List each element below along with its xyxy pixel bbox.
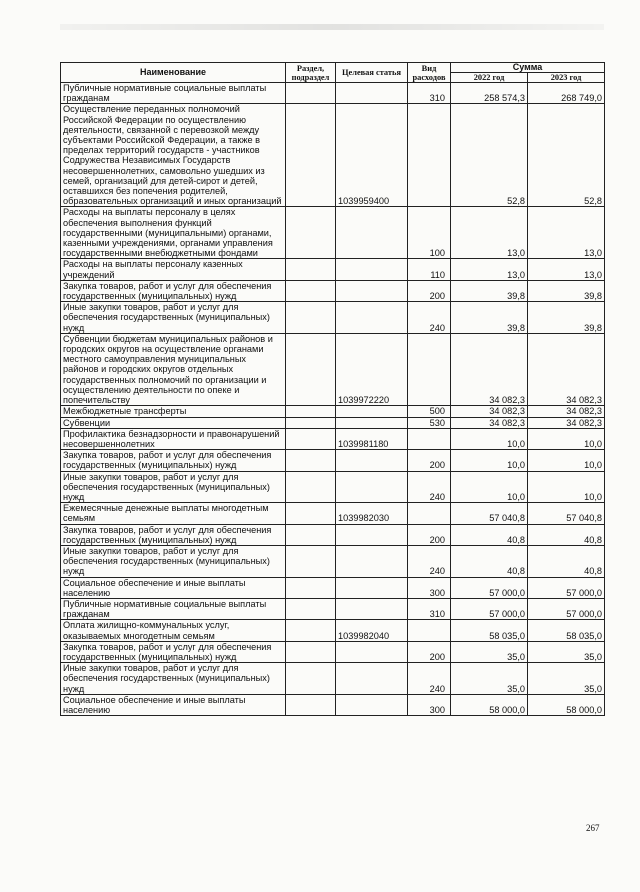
- table-row: [61, 641, 605, 662]
- row-section-cell: [286, 471, 336, 503]
- row-sum-2023-cell: 35,0: [528, 641, 605, 662]
- table-row: [61, 302, 605, 334]
- row-sum-2022-cell: 57 040,8: [451, 503, 528, 524]
- row-sum-2023-cell: 35,0: [528, 663, 605, 695]
- row-section-cell: [286, 428, 336, 449]
- row-sum-2022-cell: 35,0: [451, 641, 528, 662]
- row-vid-cell: [408, 104, 451, 207]
- row-sum-2023-cell: 34 082,3: [528, 417, 605, 428]
- row-name-cell: Иные закупки товаров, работ и услуг для обеспечения государственных (муниципальных) нужд: [61, 302, 286, 334]
- row-target-cell: 1039981180: [336, 428, 408, 449]
- row-target-cell: 1039959400: [336, 104, 408, 207]
- row-target-cell: [336, 207, 408, 259]
- row-target-cell: [336, 545, 408, 577]
- row-section-cell: [286, 694, 336, 715]
- row-sum-2023-cell: 57 040,8: [528, 503, 605, 524]
- column-header-section: Раздел, подраздел: [286, 63, 336, 83]
- row-sum-2023-cell: 13,0: [528, 259, 605, 280]
- table-row: [61, 104, 605, 207]
- column-header-vid: Вид расходов: [408, 63, 451, 83]
- table-row: [61, 450, 605, 471]
- row-name-cell: Оплата жилищно-коммунальных услуг, оказываемых многодетным семьям: [61, 620, 286, 641]
- table-row: [61, 83, 605, 104]
- row-target-cell: [336, 259, 408, 280]
- row-vid-cell: 240: [408, 302, 451, 334]
- row-section-cell: [286, 641, 336, 662]
- row-target-cell: 1039982030: [336, 503, 408, 524]
- row-section-cell: [286, 207, 336, 259]
- row-sum-2022-cell: 39,8: [451, 280, 528, 301]
- row-name-cell: Расходы на выплаты персоналу казенных учреждений: [61, 259, 286, 280]
- row-vid-cell: [408, 333, 451, 405]
- row-sum-2022-cell: 40,8: [451, 524, 528, 545]
- row-section-cell: [286, 577, 336, 598]
- row-sum-2022-cell: 57 000,0: [451, 577, 528, 598]
- row-target-cell: [336, 302, 408, 334]
- row-target-cell: [336, 663, 408, 695]
- row-name-cell: Закупка товаров, работ и услуг для обеспечения государственных (муниципальных) нужд: [61, 641, 286, 662]
- row-section-cell: [286, 83, 336, 104]
- row-vid-cell: 240: [408, 471, 451, 503]
- row-name-cell: Социальное обеспечение и иные выплаты населению: [61, 577, 286, 598]
- table-row: [61, 471, 605, 503]
- row-target-cell: [336, 450, 408, 471]
- table-row: [61, 406, 605, 417]
- row-target-cell: [336, 524, 408, 545]
- row-name-cell: Межбюджетные трансферты: [61, 406, 286, 417]
- table-row: [61, 545, 605, 577]
- row-section-cell: [286, 545, 336, 577]
- row-name-cell: Осуществление переданных полномочий Российской Федерации по осуществлению деятельности, связанной с перевозкой между субъектами Российской Федерации, а также в пределах территорий государств - участников Содружества Независимых Государств несовершеннолетних, самовольно ушедших из семей, организаций для детей-сирот и детей, оставшихся без попечения родителей, образовательных организаций и иных организаций: [61, 104, 286, 207]
- row-target-cell: [336, 577, 408, 598]
- row-section-cell: [286, 620, 336, 641]
- row-target-cell: [336, 598, 408, 619]
- row-section-cell: [286, 663, 336, 695]
- row-sum-2022-cell: 40,8: [451, 545, 528, 577]
- row-section-cell: [286, 280, 336, 301]
- row-section-cell: [286, 259, 336, 280]
- column-header-name: Наименование: [61, 63, 286, 83]
- row-sum-2023-cell: 40,8: [528, 545, 605, 577]
- row-sum-2023-cell: 58 035,0: [528, 620, 605, 641]
- row-name-cell: Иные закупки товаров, работ и услуг для обеспечения государственных (муниципальных) нужд: [61, 663, 286, 695]
- row-sum-2023-cell: 57 000,0: [528, 577, 605, 598]
- table-row: [61, 620, 605, 641]
- scan-artifact: [60, 24, 604, 30]
- row-section-cell: [286, 406, 336, 417]
- table-row: [61, 333, 605, 405]
- table-row: [61, 259, 605, 280]
- row-name-cell: Закупка товаров, работ и услуг для обеспечения государственных (муниципальных) нужд: [61, 450, 286, 471]
- row-sum-2022-cell: 58 000,0: [451, 694, 528, 715]
- row-name-cell: Социальное обеспечение и иные выплаты населению: [61, 694, 286, 715]
- column-header-year-2023: 2023 год: [528, 73, 605, 83]
- row-sum-2023-cell: 13,0: [528, 207, 605, 259]
- row-target-cell: [336, 406, 408, 417]
- page-number: 267: [586, 823, 600, 833]
- row-vid-cell: 530: [408, 417, 451, 428]
- row-target-cell: [336, 694, 408, 715]
- row-name-cell: Закупка товаров, работ и услуг для обеспечения государственных (муниципальных) нужд: [61, 524, 286, 545]
- row-sum-2022-cell: 34 082,3: [451, 333, 528, 405]
- row-sum-2022-cell: 52,8: [451, 104, 528, 207]
- row-section-cell: [286, 450, 336, 471]
- row-vid-cell: 240: [408, 545, 451, 577]
- budget-table-wrapper: [60, 62, 604, 716]
- row-name-cell: Иные закупки товаров, работ и услуг для обеспечения государственных (муниципальных) нужд: [61, 545, 286, 577]
- row-vid-cell: 200: [408, 450, 451, 471]
- row-sum-2023-cell: 10,0: [528, 471, 605, 503]
- row-sum-2022-cell: 13,0: [451, 259, 528, 280]
- row-target-cell: [336, 417, 408, 428]
- row-section-cell: [286, 417, 336, 428]
- row-sum-2022-cell: 39,8: [451, 302, 528, 334]
- row-vid-cell: 240: [408, 663, 451, 695]
- row-vid-cell: 300: [408, 577, 451, 598]
- row-vid-cell: 100: [408, 207, 451, 259]
- row-sum-2022-cell: 58 035,0: [451, 620, 528, 641]
- row-sum-2022-cell: 57 000,0: [451, 598, 528, 619]
- row-vid-cell: 310: [408, 83, 451, 104]
- row-sum-2022-cell: 10,0: [451, 450, 528, 471]
- row-name-cell: Ежемесячные денежные выплаты многодетным семьям: [61, 503, 286, 524]
- row-name-cell: Субвенции: [61, 417, 286, 428]
- table-row: [61, 598, 605, 619]
- budget-table: [60, 62, 605, 716]
- row-sum-2023-cell: 40,8: [528, 524, 605, 545]
- row-sum-2023-cell: 10,0: [528, 428, 605, 449]
- row-vid-cell: 200: [408, 524, 451, 545]
- row-section-cell: [286, 524, 336, 545]
- row-sum-2022-cell: 10,0: [451, 471, 528, 503]
- table-row: [61, 524, 605, 545]
- row-sum-2022-cell: 35,0: [451, 663, 528, 695]
- row-vid-cell: 200: [408, 280, 451, 301]
- row-sum-2022-cell: 34 082,3: [451, 417, 528, 428]
- row-name-cell: Расходы на выплаты персоналу в целях обеспечения выполнения функций государственными (муниципальными) органами, казенными учреждениями, органами управления государственными внебюджетными фондами: [61, 207, 286, 259]
- row-vid-cell: 310: [408, 598, 451, 619]
- row-sum-2022-cell: 34 082,3: [451, 406, 528, 417]
- row-section-cell: [286, 598, 336, 619]
- table-row: [61, 417, 605, 428]
- row-name-cell: Иные закупки товаров, работ и услуг для обеспечения государственных (муниципальных) нужд: [61, 471, 286, 503]
- row-vid-cell: [408, 620, 451, 641]
- row-sum-2023-cell: 57 000,0: [528, 598, 605, 619]
- row-sum-2023-cell: 268 749,0: [528, 83, 605, 104]
- table-row: [61, 280, 605, 301]
- row-section-cell: [286, 503, 336, 524]
- table-row: [61, 207, 605, 259]
- table-body: [61, 83, 605, 716]
- row-target-cell: 1039982040: [336, 620, 408, 641]
- row-sum-2022-cell: 13,0: [451, 207, 528, 259]
- column-header-year-2022: 2022 год: [451, 73, 528, 83]
- row-sum-2023-cell: 10,0: [528, 450, 605, 471]
- row-sum-2023-cell: 34 082,3: [528, 406, 605, 417]
- row-section-cell: [286, 302, 336, 334]
- row-vid-cell: 110: [408, 259, 451, 280]
- row-name-cell: Закупка товаров, работ и услуг для обеспечения государственных (муниципальных) нужд: [61, 280, 286, 301]
- row-sum-2023-cell: 39,8: [528, 280, 605, 301]
- row-sum-2022-cell: 10,0: [451, 428, 528, 449]
- row-target-cell: [336, 471, 408, 503]
- column-header-target: Целевая статья: [336, 63, 408, 83]
- row-sum-2023-cell: 39,8: [528, 302, 605, 334]
- table-row: [61, 694, 605, 715]
- row-target-cell: 1039972220: [336, 333, 408, 405]
- row-name-cell: Субвенции бюджетам муниципальных районов и городских округов на осуществление органами местного самоуправления муниципальных районов и городских округов отдельных государственных полномочий по организации и осуществлению деятельности по опеке и попечительству: [61, 333, 286, 405]
- row-target-cell: [336, 83, 408, 104]
- table-row: [61, 663, 605, 695]
- row-vid-cell: 200: [408, 641, 451, 662]
- row-vid-cell: [408, 503, 451, 524]
- row-sum-2023-cell: 34 082,3: [528, 333, 605, 405]
- table-row: [61, 428, 605, 449]
- row-sum-2023-cell: 58 000,0: [528, 694, 605, 715]
- column-header-sum: Сумма: [451, 63, 605, 73]
- row-vid-cell: 300: [408, 694, 451, 715]
- row-name-cell: Публичные нормативные социальные выплаты гражданам: [61, 598, 286, 619]
- table-row: [61, 577, 605, 598]
- row-sum-2022-cell: 258 574,3: [451, 83, 528, 104]
- row-target-cell: [336, 641, 408, 662]
- row-name-cell: Профилактика безнадзорности и правонарушений несовершеннолетних: [61, 428, 286, 449]
- table-row: [61, 503, 605, 524]
- row-vid-cell: 500: [408, 406, 451, 417]
- row-section-cell: [286, 333, 336, 405]
- row-sum-2023-cell: 52,8: [528, 104, 605, 207]
- row-name-cell: Публичные нормативные социальные выплаты гражданам: [61, 83, 286, 104]
- row-vid-cell: [408, 428, 451, 449]
- row-target-cell: [336, 280, 408, 301]
- row-section-cell: [286, 104, 336, 207]
